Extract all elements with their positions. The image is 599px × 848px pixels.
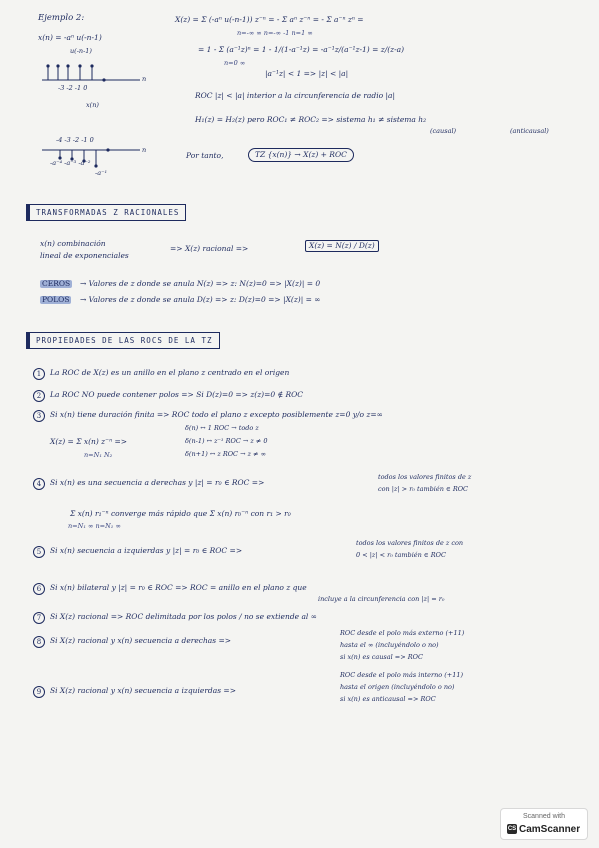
finite-sum-limits: n=N₁ N₂: [84, 451, 113, 459]
lower-ticks: -4 -3 -2 -1 0: [56, 136, 94, 144]
rational-arrow: => X(z) racional =>: [170, 244, 249, 253]
item-8-right-2: hasta el ∞ (incluyéndolo o no): [340, 641, 439, 649]
item-9-right-3: si x(n) es anticausal => ROC: [340, 695, 436, 703]
convergence-sums: Σ x(n) r₁⁻ⁿ converge más rápido que Σ x(n) r₀⁻ⁿ con r₁ > r₀: [70, 509, 291, 518]
camscanner-watermark: [500, 808, 588, 840]
causal-label: (causal): [430, 127, 457, 135]
roc-description: ROC |z| < |a| interior a la circunferencia de radio |a|: [195, 91, 396, 100]
tz-summary: TZ {x(n)} → X(z) + ROC: [248, 148, 354, 162]
item-9-right-2: hasta el origen (incluyéndolo o no): [340, 683, 455, 691]
watermark-line-1: Scanned with: [522, 813, 566, 820]
equation-2-limits: n=0 ∞: [224, 59, 246, 67]
finite-sum: X(z) = Σ x(n) z⁻ⁿ =>: [50, 437, 128, 446]
xz-fraction: X(z) = N(z) / D(z): [305, 240, 379, 252]
watermark-line-2: CamScanner: [519, 824, 581, 835]
lhs-line-2: lineal de exponenciales: [40, 251, 129, 260]
equation-2: = 1 - Σ (a⁻¹z)ⁿ = 1 - 1/(1-a⁻¹z) = -a⁻¹z/(a⁻¹z-1) = z/(z-a): [198, 45, 405, 54]
polos-definition: → Valores de z donde se anula D(z) => z: D(z)=0 => |X(z)| = ∞: [80, 295, 321, 304]
case-3: δ(n+1) ↔ z ROC → z ≠ ∞: [185, 450, 267, 458]
item-3-text: Si x(n) tiene duración finita => ROC todo el plano z excepto posiblemente z=0 y/o z=∞: [50, 410, 383, 419]
item-8-right-1: ROC desde el polo más externo (+11): [340, 629, 465, 637]
anticausal-label: (anticausal): [510, 127, 549, 135]
item-8-number: 8: [33, 636, 45, 648]
equation-1: X(z) = Σ (-aⁿ u(-n-1)) z⁻ⁿ = - Σ aⁿ z⁻ⁿ = - Σ a⁻ⁿ zⁿ =: [175, 15, 364, 24]
item-5-text: Si x(n) secuencia a izquierdas y |z| = r₀ ∈ ROC =>: [50, 546, 243, 555]
lhs-line-1: x(n) combinación: [40, 239, 106, 248]
equation-1-limits: n=-∞ ∞ n=-∞ -1 n=1 ∞: [237, 29, 313, 37]
case-2: δ(n-1) ↔ z⁻¹ ROC → z ≠ 0: [185, 437, 268, 445]
item-5-right-2: 0 < |z| < r₀ también ∈ ROC: [356, 551, 446, 559]
item-4-number: 4: [33, 478, 45, 490]
item-5-number: 5: [33, 546, 45, 558]
x-definition: x(n) = -aⁿ u(-n-1): [38, 33, 102, 42]
convergence-limits: n=N₁ ∞ n=N₁ ∞: [68, 522, 121, 530]
step-plot: [40, 58, 150, 88]
section-title-roc: PROPIEDADES DE LAS ROCS DE LA TZ: [26, 332, 220, 349]
item-4-right-1: todos los valores finitos de z: [378, 473, 472, 481]
por-tanto: Por tanto,: [186, 151, 224, 160]
camscanner-logo-icon: CS: [507, 826, 517, 832]
convergence-condition: |a⁻¹z| < 1 => |z| < |a|: [265, 69, 349, 78]
item-6-text: Si x(n) bilateral y |z| = r₀ ∈ ROC => ROC = anillo en el plano z que: [50, 583, 307, 592]
item-6-right: incluye a la circunferencia con |z| = r₀: [318, 595, 445, 603]
example-heading: Ejemplo 2:: [38, 13, 85, 23]
item-9-right-1: ROC desde el polo más interno (+11): [340, 671, 464, 679]
lower-axis-n: n: [142, 146, 147, 154]
item-8-right-3: si x(n) es causal => ROC: [340, 653, 423, 661]
item-7-text: Si X(z) racional => ROC delimitada por los polos / no se extiende al ∞: [50, 612, 317, 621]
ceros-definition: → Valores de z donde se anula N(z) => z: N(z)=0 => |X(z)| = 0: [80, 279, 321, 288]
ceros-tag: CEROS: [42, 279, 71, 288]
item-4-text: Si x(n) es una secuencia a derechas y |z| = r₀ ∈ ROC =>: [50, 478, 265, 487]
item-1-text: La ROC de X(z) es un anillo en el plano z centrado en el origen: [50, 368, 290, 377]
item-9-number: 9: [33, 686, 45, 698]
item-7-number: 7: [33, 612, 45, 624]
axis-ticks: -3 -2 -1 0: [58, 84, 88, 92]
u-label: u(-n-1): [70, 47, 92, 55]
lower-values: -a⁻⁴ -a⁻³ -a⁻²: [50, 159, 91, 167]
case-1: δ(n) ↔ 1 ROC → todo z: [185, 424, 259, 432]
system-comparison: H₁(z) = H₂(z) pero ROC₁ ≠ ROC₂ => sistema h₁ ≠ sistema h₂: [195, 115, 427, 124]
item-1-number: 1: [33, 368, 45, 380]
axis-n-label: n: [142, 75, 147, 83]
item-5-right-1: todos los valores finitos de z con: [356, 539, 464, 547]
polos-tag: POLOS: [42, 295, 70, 304]
item-9-text: Si X(z) racional y x(n) secuencia a izquierdas =>: [50, 686, 236, 695]
item-6-number: 6: [33, 583, 45, 595]
item-4-right-2: con |z| > r₀ también ∈ ROC: [378, 485, 469, 493]
item-2-number: 2: [33, 390, 45, 402]
lower-min: -a⁻¹: [95, 169, 108, 177]
item-2-text: La ROC NO puede contener polos => Si D(z)=0 => z(z)=0 ∉ ROC: [50, 390, 303, 399]
xn-label: x(n): [86, 101, 99, 109]
section-title-rational: TRANSFORMADAS Z RACIONALES: [26, 204, 186, 221]
item-8-text: Si X(z) racional y x(n) secuencia a derechas =>: [50, 636, 232, 645]
item-3-number: 3: [33, 410, 45, 422]
